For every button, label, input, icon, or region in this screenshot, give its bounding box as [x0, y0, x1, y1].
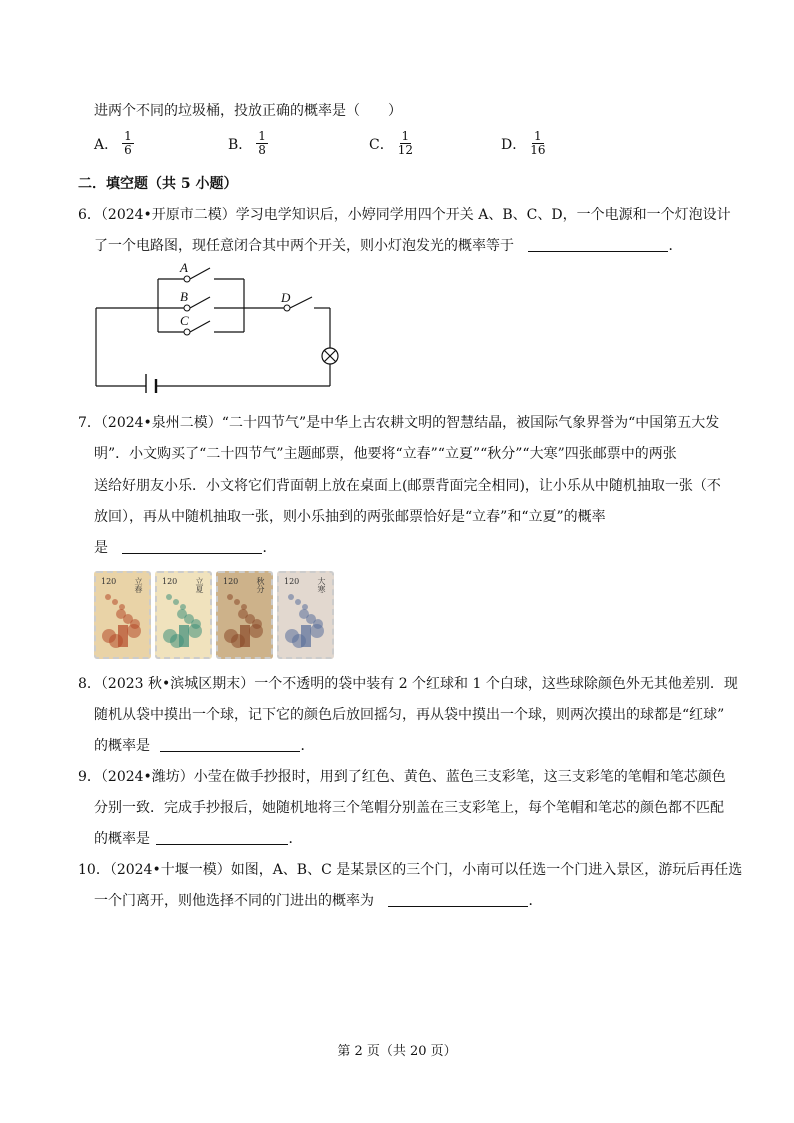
q7-line-5-text: 是: [94, 540, 108, 556]
q10-line-2-text: 一个门离开，则他选择不同的门进出的概率为: [94, 893, 374, 909]
stamp-dahan: [277, 571, 334, 659]
option-a-fraction: [122, 130, 134, 157]
stamp-lixia-value: 120: [162, 577, 178, 586]
q6-answer-blank[interactable]: [528, 237, 668, 252]
page-footer: 第 2 页（共 20 页）: [337, 1044, 457, 1059]
option-b-num: 1: [258, 129, 266, 143]
option-a: [94, 130, 134, 157]
option-d: [501, 130, 546, 157]
q6-line-2: [94, 236, 682, 256]
q6-line-1: 6．（2024•开原市二模）学习电学知识后，小婷同学用四个开关 A、B、C、D，一个电源和一个灯泡设计: [78, 207, 731, 223]
q9-line-1: 9．（2024•潍坊）小莹在做手抄报时，用到了红色、黄色、蓝色三支彩笔，这三支彩笔的笔帽和笔芯颜色: [78, 769, 726, 785]
q10-end: ．: [528, 893, 543, 909]
q7-answer-blank[interactable]: [122, 539, 262, 554]
q8-end: ．: [300, 738, 315, 754]
option-d-letter: D．: [501, 136, 527, 153]
stamp-lixia: [155, 571, 212, 659]
stamp-qiufen-value: 120: [223, 577, 239, 586]
circuit-label-d: D: [281, 290, 291, 305]
section-heading: 二．填空题（共 5 小题）: [78, 176, 238, 192]
option-d-den: 16: [530, 143, 546, 157]
option-b-letter: B．: [228, 136, 253, 153]
stamp-qiufen-name: 秋分: [256, 577, 265, 593]
q8-answer-blank[interactable]: [160, 737, 300, 752]
option-b-fraction: [256, 130, 268, 157]
circuit-diagram: [90, 258, 340, 393]
q6-line-2-text: 了一个电路图，现任意闭合其中两个开关，则小灯泡发光的概率等于: [94, 238, 514, 254]
switch-d-lever: [290, 297, 312, 308]
option-d-num: 1: [534, 129, 542, 143]
option-c-letter: C．: [369, 136, 394, 153]
option-a-den: 6: [124, 143, 132, 157]
option-a-letter: A．: [94, 136, 119, 153]
q9-answer-blank[interactable]: [156, 830, 288, 845]
q8-line-3: [94, 736, 314, 756]
q7-end: ．: [262, 540, 277, 556]
q7-line-5: [94, 538, 276, 558]
circuit-label-c: C: [180, 313, 189, 328]
stamp-lichun-name: 立春: [134, 577, 143, 593]
option-b-den: 8: [258, 143, 266, 157]
q10-line-2: [94, 891, 542, 911]
option-c: [369, 130, 413, 157]
option-c-num: 1: [401, 129, 410, 143]
q5-continuation: 进两个不同的垃圾桶，投放正确的概率是（ ）: [94, 103, 402, 119]
q10-line-1: 10．（2024•十堰一模）如图，A、B、C 是某景区的三个门，小南可以任选一个门进入景区，游玩后再任选: [78, 862, 743, 878]
q10-answer-blank[interactable]: [388, 892, 528, 907]
circuit-label-a: A: [180, 260, 188, 275]
switch-a-lever: [190, 268, 210, 279]
stamp-qiufen: [216, 571, 273, 659]
option-d-fraction: [530, 130, 545, 157]
q7-line-2: 明”．小文购买了“二十四节气”主题邮票，他要将“立春”“立夏”“秋分”“大寒”四张邮票中的两张: [94, 446, 677, 462]
option-c-den: 12: [397, 143, 413, 157]
switch-b-lever: [190, 297, 210, 308]
option-b: [228, 130, 268, 157]
switch-c-lever: [190, 321, 210, 332]
q9-end: ．: [288, 831, 303, 847]
stamp-dahan-value: 120: [284, 577, 300, 586]
q8-line-2: 随机从袋中摸出一个球，记下它的颜色后放回摇匀，再从袋中摸出一个球，则两次摸出的球都是“红球”: [94, 707, 725, 723]
stamp-dahan-name: 大寒: [317, 577, 326, 593]
q7-line-3: 送给好朋友小乐．小文将它们背面朝上放在桌面上(邮票背面完全相同)，让小乐从中随机抽取一张（不: [94, 478, 721, 494]
q8-line-1: 8．（2023 秋•滨城区期末）一个不透明的袋中装有 2 个红球和 1 个白球，这些球除颜色外无其他差别．现: [78, 676, 738, 692]
stamp-lichun: [94, 571, 151, 659]
q9-line-3: [94, 829, 302, 849]
stamp-lixia-name: 立夏: [195, 577, 204, 593]
option-c-fraction: [398, 130, 413, 157]
q9-line-3-text: 的概率是: [94, 831, 150, 847]
circuit-label-b: B: [180, 289, 188, 304]
q7-line-4: 放回），再从中随机抽取一张，则小乐抽到的两张邮票恰好是“立春”和“立夏”的概率: [94, 509, 606, 525]
q7-line-1: 7．（2024•泉州二模）“二十四节气”是中华上古农耕文明的智慧结晶，被国际气象界誉为“中国第五大发: [78, 415, 720, 431]
q8-line-3-text: 的概率是: [94, 738, 150, 754]
q9-line-2: 分别一致．完成手抄报后，她随机地将三个笔帽分别盖在三支彩笔上，每个笔帽和笔芯的颜色都不匹配: [94, 800, 724, 816]
q6-end: ．: [668, 238, 683, 254]
stamp-lichun-value: 120: [101, 577, 117, 586]
option-a-num: 1: [124, 129, 132, 143]
